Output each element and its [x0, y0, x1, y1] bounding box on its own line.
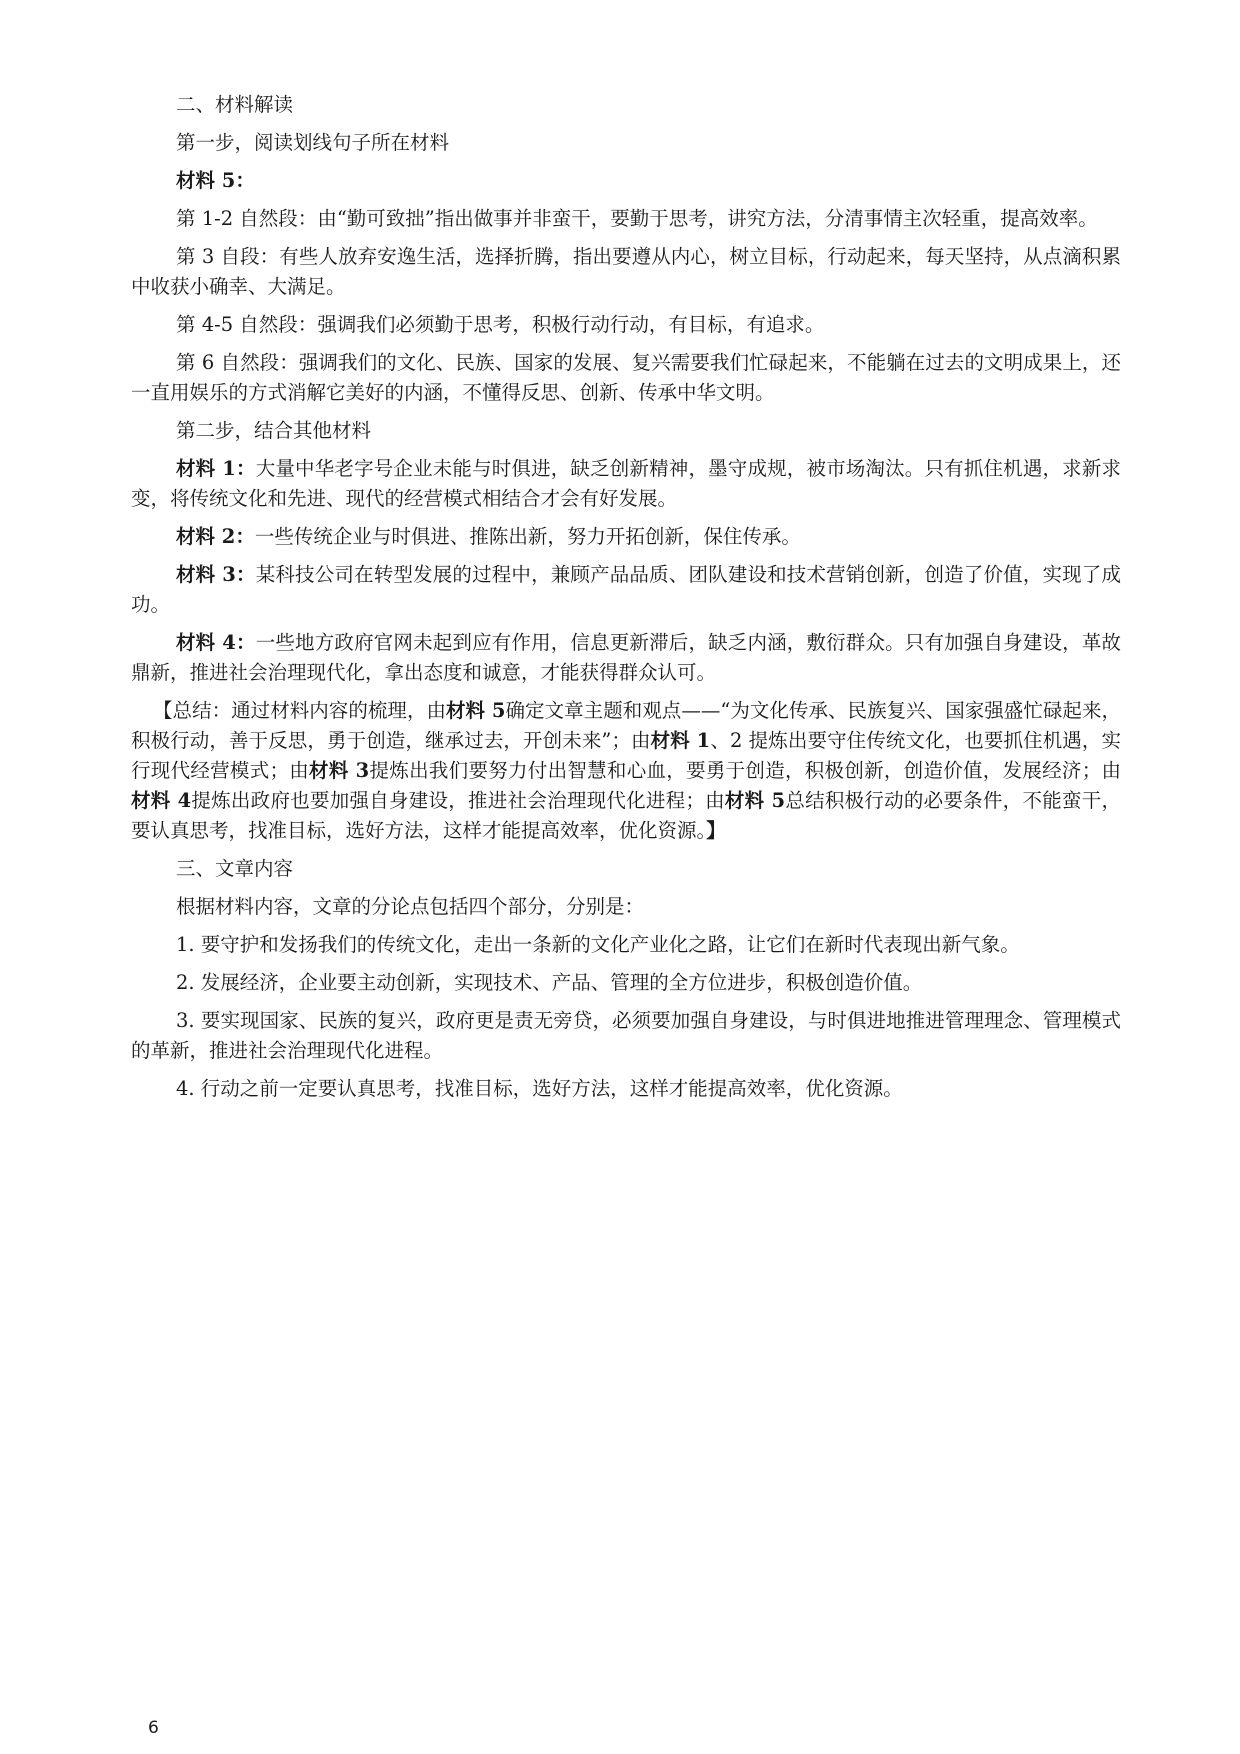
material-1-text: 大量中华老字号企业未能与时俱进，缺乏创新精神，墨守成规，被市场淘汰。只有抓住机遇，求新求变，将传统文化和先进、现代的经营模式相结合才会有好发展。	[131, 457, 1121, 510]
section-heading-materials: 二、材料解读	[176, 93, 294, 116]
sub-point-3: 3. 要实现国家、民族的复兴，政府更是责无旁贷，必须要加强自身建设，与时俱进地推进管理理念、管理模式的革新，推进社会治理现代化进程。	[131, 1009, 1121, 1062]
paragraph-1-2-lead: 第 1-2 自然段：	[176, 207, 318, 230]
material-3-paragraph	[131, 560, 1121, 620]
section-heading-content: 三、文章内容	[176, 857, 294, 880]
summary-material-ref-2: 材料 1	[650, 729, 711, 752]
summary-material-ref-3: 材料 3	[309, 759, 370, 782]
material-2-paragraph	[131, 522, 1121, 552]
material-3-text: 某科技公司在转型发展的过程中，兼顾产品品质、团队建设和技术营销创新，创造了价值，实现了成功。	[131, 563, 1121, 616]
summary-text-2: 确定文章主题和观点——“为文化传承、民族复兴、国家强盛忙碌起来，积极行动，善于反思，勇于创造，继承过去，开创未来”；由	[131, 699, 1121, 752]
paragraph-3-analysis	[131, 242, 1121, 302]
step-one: 第一步，阅读划线句子所在材料	[176, 131, 450, 154]
paragraph-4-5-analysis	[131, 310, 1121, 340]
paragraph-1-2-text: 由“勤可致拙”指出做事并非蛮干，要勤于思考，讲究方法，分清事情主次轻重，提高效率。	[317, 207, 1098, 230]
paragraph-3-text: 有些人放弃安逸生活，选择折腾，指出要遵从内心，树立目标，行动起来，每天坚持，从点滴积累中收获小确幸、大满足。	[131, 245, 1121, 298]
material-4-paragraph	[131, 628, 1121, 688]
sub-point-4: 4. 行动之前一定要认真思考，找准目标，选好方法，这样才能提高效率，优化资源。	[176, 1077, 903, 1100]
summary-text-1: 【总结：通过材料内容的梳理，由	[153, 699, 447, 722]
paragraph-6-text: 强调我们的文化、民族、国家的发展、复兴需要我们忙碌起来，不能躺在过去的文明成果上，还一直用娱乐的方式消解它美好的内涵，不懂得反思、创新、传承中华文明。	[131, 351, 1121, 404]
summary-material-ref-5: 材料 5	[724, 789, 786, 812]
material-2-label: 材料 2：	[176, 525, 255, 548]
material-1-paragraph	[131, 454, 1121, 514]
paragraph-1-2-analysis	[131, 204, 1121, 234]
material-5-label: 材料 5：	[176, 169, 255, 192]
material-4-label: 材料 4：	[176, 631, 256, 654]
material-3-label: 材料 3：	[176, 563, 256, 586]
paragraph-3-lead: 第 3 自段：	[176, 245, 280, 268]
summary-text-6: 总结积极行动的必要条件，不能蛮干，要认真思考，找准目标，选好方法，这样才能提高效率，优化资源。	[131, 789, 1121, 842]
paragraph-6-analysis	[131, 348, 1121, 408]
summary-text-4: 提炼出我们要努力付出智慧和心血，要勇于创造，积极创新，创造价值，发展经济；由	[369, 759, 1121, 782]
sub-point-1: 1. 要守护和发扬我们的传统文化，走出一条新的文化产业化之路，让它们在新时代表现出新气象。	[176, 933, 1020, 956]
summary-material-ref-4: 材料 4	[131, 789, 192, 812]
step-two: 第二步，结合其他材料	[176, 419, 372, 442]
page-number: 6	[148, 1718, 159, 1738]
summary-material-ref-1: 材料 5	[446, 699, 506, 722]
paragraph-4-5-lead: 第 4-5 自然段：	[176, 313, 318, 336]
sub-point-2: 2. 发展经济，企业要主动创新，实现技术、产品、管理的全方位进步，积极创造价值。	[176, 971, 923, 994]
material-2-text: 一些传统企业与时俱进、推陈出新，努力开拓创新，保住传承。	[254, 525, 801, 548]
content-intro: 根据材料内容，文章的分论点包括四个部分，分别是：	[176, 895, 645, 918]
material-1-label: 材料 1：	[176, 457, 256, 480]
summary-text-5: 提炼出政府也要加强自身建设，推进社会治理现代化进程；由	[191, 789, 725, 812]
paragraph-4-5-text: 强调我们必须勤于思考，积极行动行动，有目标，有追求。	[317, 313, 825, 336]
document-body	[131, 90, 1121, 1112]
summary-paragraph	[131, 696, 1121, 846]
paragraph-6-lead: 第 6 自然段：	[176, 351, 299, 374]
summary-close-bracket: 】	[706, 819, 726, 842]
material-4-text: 一些地方政府官网未起到应有作用，信息更新滞后，缺乏内涵，敷衍群众。只有加强自身建设，革故鼎新，推进社会治理现代化，拿出态度和诚意，才能获得群众认可。	[131, 631, 1121, 684]
summary-text-3: 、2 提炼出要守住传统文化，也要抓住机遇，实行现代经营模式；由	[131, 729, 1121, 782]
